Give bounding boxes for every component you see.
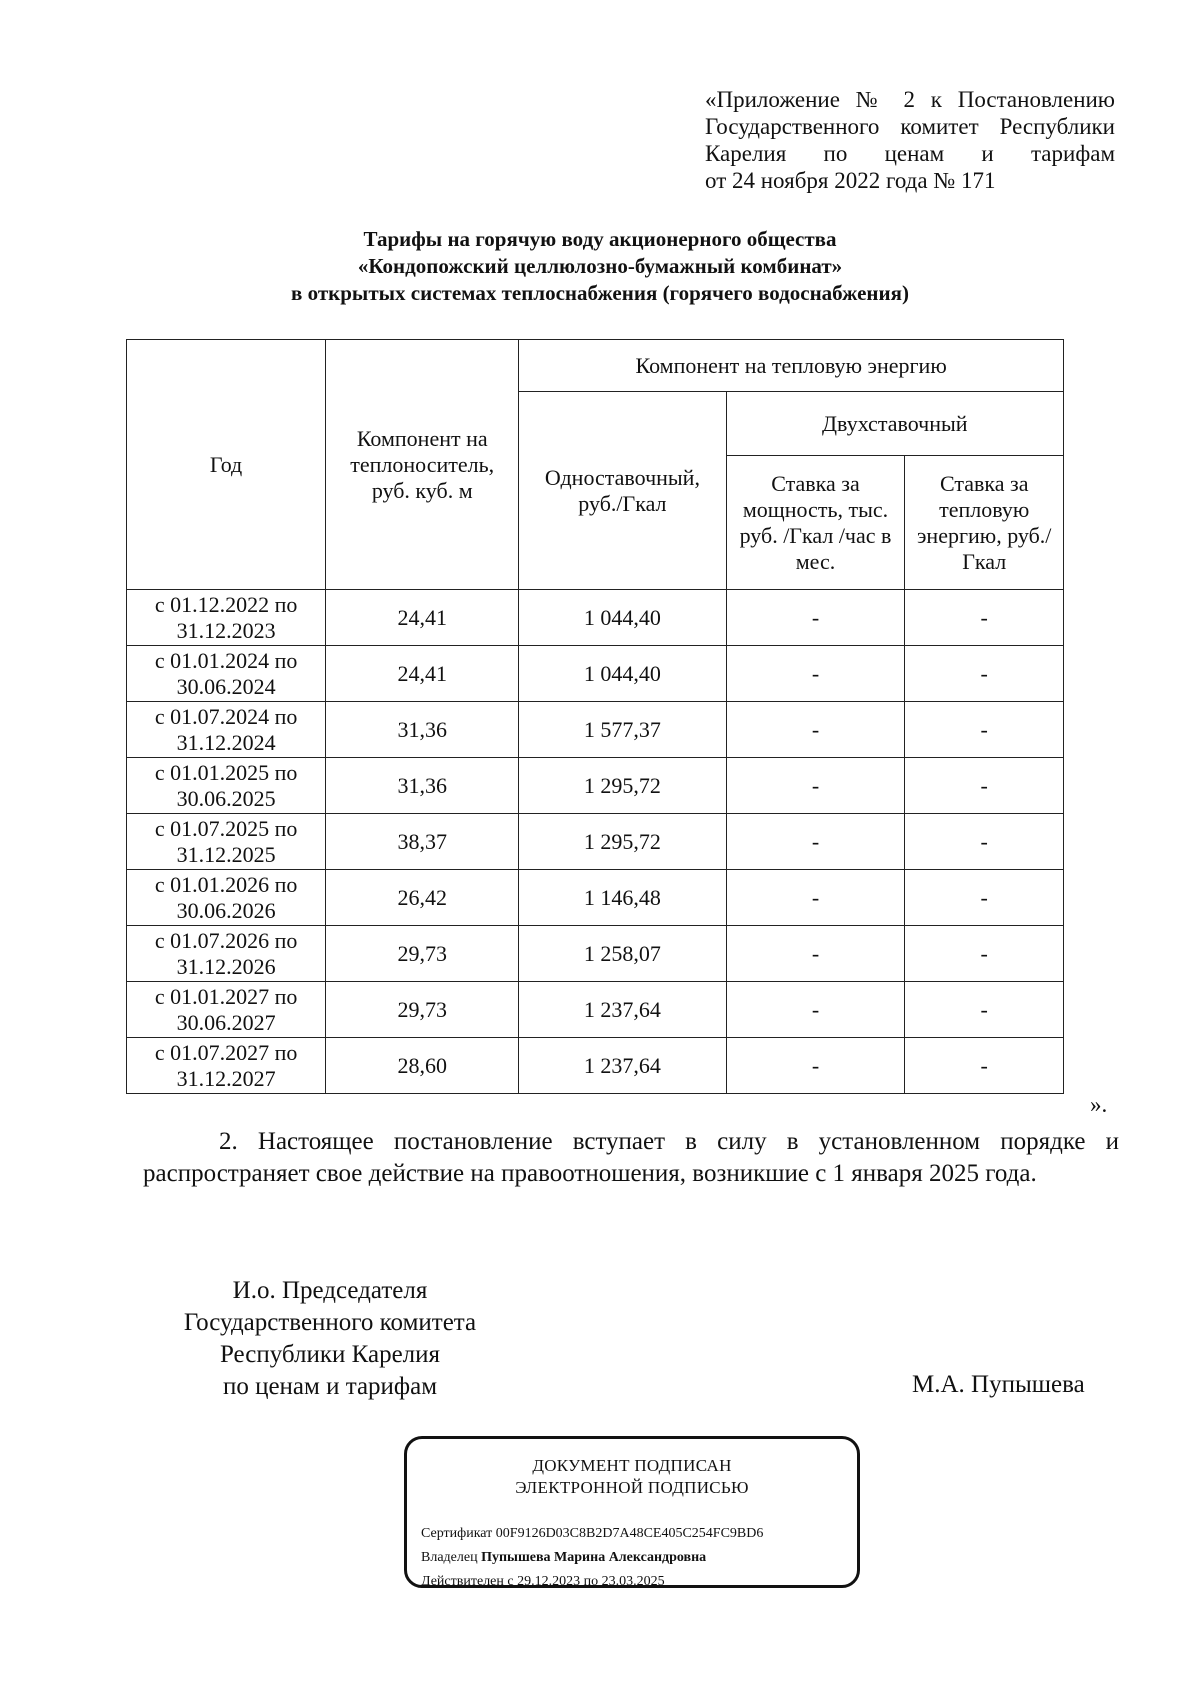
header-thermal-component: Компонент на тепловую энергию <box>519 340 1064 392</box>
validity-label: Действителен <box>421 1574 504 1589</box>
cell-energy-rate: - <box>905 870 1064 926</box>
tariff-table-body <box>127 590 1064 1094</box>
cell-power-rate: - <box>726 590 905 646</box>
title-line-3: в открытых системах теплоснабжения (горячего водоснабжения) <box>291 281 909 305</box>
cell-single-rate: 1 295,72 <box>519 758 726 814</box>
cell-period: с 01.07.2027 по 31.12.2027 <box>127 1038 326 1094</box>
cell-carrier: 38,37 <box>326 814 519 870</box>
signer-position <box>150 1275 510 1403</box>
cell-single-rate: 1 044,40 <box>519 590 726 646</box>
table-row <box>127 814 1064 870</box>
cell-energy-rate: - <box>905 590 1064 646</box>
cell-power-rate: - <box>726 870 905 926</box>
header-two-rate: Двухставочный <box>726 392 1063 456</box>
cell-power-rate: - <box>726 982 905 1038</box>
table-row <box>127 982 1064 1038</box>
cell-single-rate: 1 258,07 <box>519 926 726 982</box>
signer-name: М.А. Пупышева <box>912 1371 1085 1398</box>
cell-period: с 01.01.2027 по 30.06.2027 <box>127 982 326 1038</box>
cell-carrier: 24,41 <box>326 590 519 646</box>
cell-carrier: 26,42 <box>326 870 519 926</box>
appendix-line-4: от 24 ноября 2022 года № 171 <box>705 168 996 193</box>
title-line-2: «Кондопожский целлюлозно-бумажный комбинат» <box>357 254 843 278</box>
cell-period: с 01.01.2024 по 30.06.2024 <box>127 646 326 702</box>
signer-line-4: по ценам и тарифам <box>222 1373 438 1400</box>
cell-power-rate: - <box>726 646 905 702</box>
owner-value: Пупышева Марина Александровна <box>481 1550 707 1565</box>
paragraph-text: 2. Настоящее постановление вступает в силу в установленном порядке и распространяет свое действие на правоотношения, возникшие с 1 января 2025 года. <box>143 1128 1119 1187</box>
stamp-validity <box>421 1570 763 1594</box>
cell-single-rate: 1 044,40 <box>519 646 726 702</box>
cell-carrier: 29,73 <box>326 982 519 1038</box>
header-energy-rate: Ставка за тепловую энергию, руб./Гкал <box>905 456 1064 590</box>
header-carrier-component: Компонент на теплоноситель, руб. куб. м <box>326 340 519 590</box>
cell-carrier: 29,73 <box>326 926 519 982</box>
appendix-reference <box>705 86 1115 194</box>
cell-energy-rate: - <box>905 758 1064 814</box>
cell-period: с 01.12.2022 по 31.12.2023 <box>127 590 326 646</box>
stamp-details <box>421 1522 763 1594</box>
cell-period: с 01.07.2024 по 31.12.2024 <box>127 702 326 758</box>
document-title <box>120 226 1080 307</box>
cell-single-rate: 1 237,64 <box>519 982 726 1038</box>
cell-power-rate: - <box>726 1038 905 1094</box>
table-row <box>127 758 1064 814</box>
signer-line-1: И.о. Председателя <box>232 1277 428 1304</box>
cell-energy-rate: - <box>905 926 1064 982</box>
signer-line-2: Государственного комитета <box>183 1309 477 1336</box>
cell-single-rate: 1 237,64 <box>519 1038 726 1094</box>
table-row <box>127 590 1064 646</box>
cell-carrier: 31,36 <box>326 702 519 758</box>
cell-energy-rate: - <box>905 702 1064 758</box>
stamp-title-line-1: ДОКУМЕНТ ПОДПИСАН <box>532 1456 732 1475</box>
cell-carrier: 24,41 <box>326 646 519 702</box>
table-row <box>127 870 1064 926</box>
cell-single-rate: 1 577,37 <box>519 702 726 758</box>
title-line-1: Тарифы на горячую воду акционерного общества <box>363 227 837 251</box>
header-power-rate: Ставка за мощность, тыс. руб. /Гкал /час в мес. <box>726 456 905 590</box>
certificate-value: 00F9126D03C8B2D7A48CE405C254FC9BD6 <box>495 1526 764 1541</box>
table-row <box>127 1038 1064 1094</box>
signer-line-3: Республики Карелия <box>219 1341 441 1368</box>
cell-power-rate: - <box>726 758 905 814</box>
owner-label: Владелец <box>421 1550 478 1565</box>
stamp-title-line-2: ЭЛЕКТРОННОЙ ПОДПИСЬЮ <box>515 1478 749 1497</box>
table-row <box>127 926 1064 982</box>
validity-value: с 29.12.2023 по 23.03.2025 <box>507 1574 665 1589</box>
certificate-label: Сертификат <box>421 1526 493 1541</box>
tariff-table <box>126 339 1064 1094</box>
appendix-line-2: Государственного комитет Республики <box>705 114 1115 139</box>
electronic-signature-stamp <box>404 1436 860 1588</box>
cell-period: с 01.01.2025 по 30.06.2025 <box>127 758 326 814</box>
stamp-title <box>407 1455 857 1499</box>
cell-carrier: 28,60 <box>326 1038 519 1094</box>
cell-power-rate: - <box>726 814 905 870</box>
cell-energy-rate: - <box>905 982 1064 1038</box>
stamp-owner <box>421 1546 763 1570</box>
cell-period: с 01.07.2025 по 31.12.2025 <box>127 814 326 870</box>
cell-single-rate: 1 295,72 <box>519 814 726 870</box>
cell-energy-rate: - <box>905 814 1064 870</box>
cell-period: с 01.01.2026 по 30.06.2026 <box>127 870 326 926</box>
effective-date-paragraph <box>143 1126 1119 1190</box>
header-single-rate: Одноставочный, руб./Гкал <box>519 392 726 590</box>
cell-single-rate: 1 146,48 <box>519 870 726 926</box>
appendix-line-1: «Приложение № 2 к Постановлению <box>705 87 1115 112</box>
cell-power-rate: - <box>726 702 905 758</box>
cell-energy-rate: - <box>905 1038 1064 1094</box>
closing-quote: ». <box>1090 1092 1108 1117</box>
header-year: Год <box>127 340 326 590</box>
table-row <box>127 646 1064 702</box>
cell-power-rate: - <box>726 926 905 982</box>
appendix-line-3: Карелия по ценам и тарифам <box>705 141 1115 166</box>
cell-energy-rate: - <box>905 646 1064 702</box>
stamp-certificate <box>421 1522 763 1546</box>
cell-carrier: 31,36 <box>326 758 519 814</box>
cell-period: с 01.07.2026 по 31.12.2026 <box>127 926 326 982</box>
table-row <box>127 702 1064 758</box>
